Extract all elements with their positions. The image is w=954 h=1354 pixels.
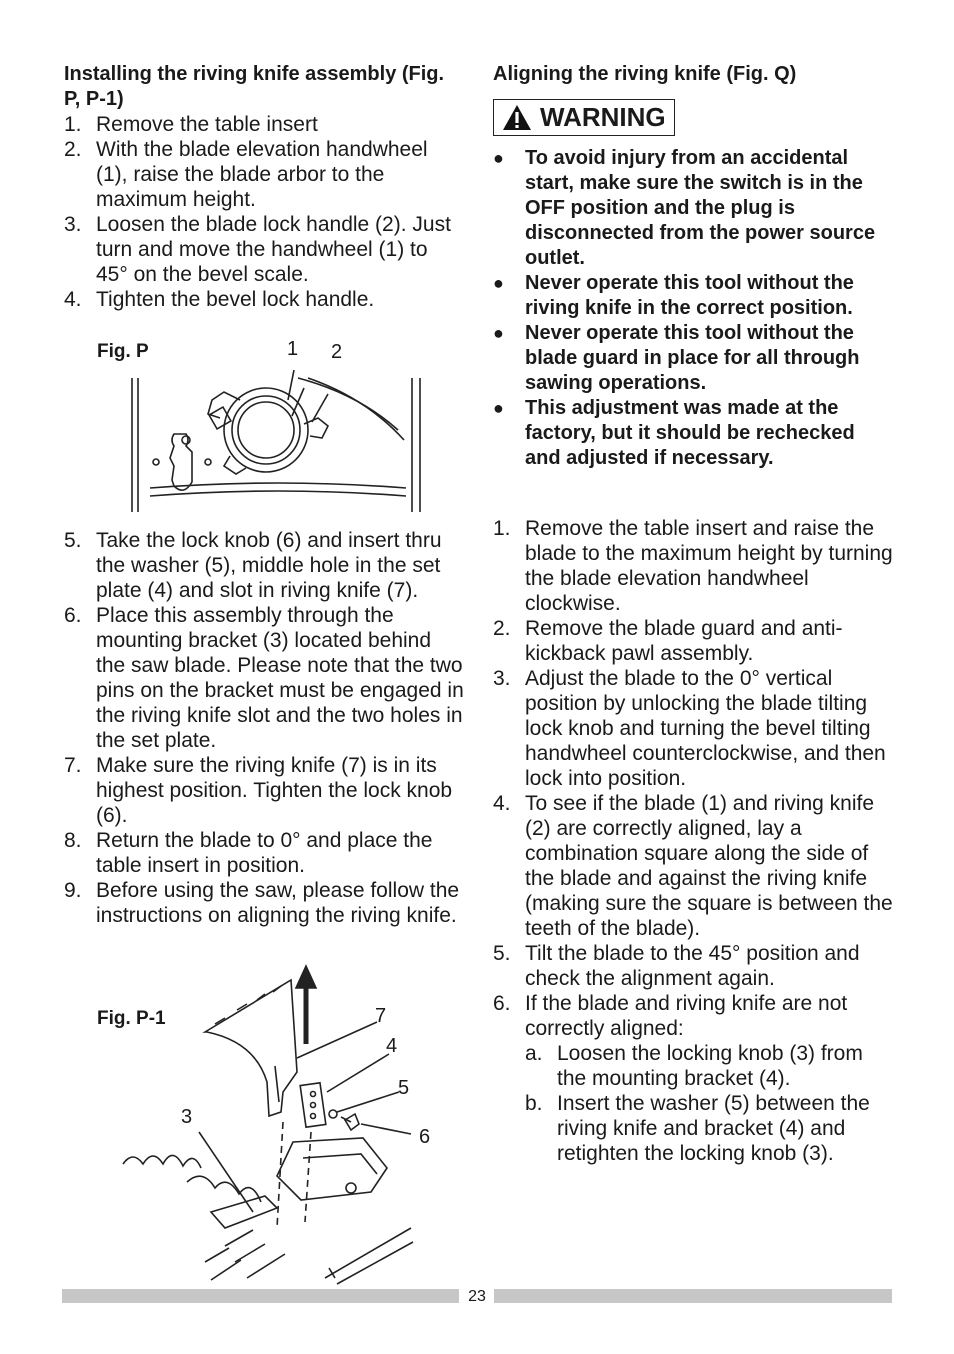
fig-p1-callout-4: 4 — [386, 1035, 398, 1057]
install-steps-list-a — [64, 112, 464, 312]
install-steps-list-b — [64, 528, 464, 928]
list-item: ● Never operate this tool without the riving knife in the correct position. — [493, 272, 854, 319]
fig-p-callout-2: 2 — [331, 341, 343, 363]
list-item: a. Loosen the locking knob (3) from the mounting bracket (4). — [525, 1042, 863, 1090]
left-column — [64, 62, 464, 312]
fig-p1-callout-6: 6 — [419, 1126, 431, 1148]
bullet-dot-icon: ● — [493, 323, 504, 343]
list-item: 1. Remove the table insert — [64, 113, 318, 136]
list-item: 5. Tilt the blade to the 45° position and check the alignment again. — [493, 942, 860, 990]
list-item: 2. Remove the blade guard and anti-kickback pawl assembly. — [493, 617, 843, 665]
list-item: 8. Return the blade to 0° and place the table insert in position. — [64, 829, 433, 877]
fig-p1-callout-3: 3 — [181, 1106, 193, 1128]
section-heading-installing: Installing the riving knife assembly (Fig. P, P-1) — [64, 63, 445, 110]
list-item: 9. Before using the saw, please follow the instructions on aligning the riving knife. — [64, 879, 460, 927]
list-item: 4. To see if the blade (1) and riving knife (2) are correctly aligned, lay a combination square along the side of the blade and against the riving knife (making sure the square is between the teeth of the blade). — [493, 792, 893, 940]
list-item: 7. Make sure the riving knife (7) is in its highest position. Tighten the lock knob (6). — [64, 754, 453, 827]
fig-p1-label: Fig. P-1 — [97, 1008, 166, 1029]
warning-label: WARNING — [540, 102, 666, 132]
list-item: 1. Remove the table insert and raise the blade to the maximum height by turning the blade elevation handwheel clockwise. — [493, 517, 893, 615]
fig-p1-callout-5: 5 — [398, 1077, 410, 1099]
section-heading-aligning: Aligning the riving knife (Fig. Q) — [493, 63, 797, 85]
footer-bar-right — [494, 1289, 892, 1303]
fig-p-callout-1: 1 — [287, 338, 299, 360]
list-item: 4. Tighten the bevel lock handle. — [64, 288, 375, 311]
fig-p-handwheel-illustration — [128, 370, 428, 516]
fig-p1-callout-7: 7 — [375, 1005, 387, 1027]
list-item: 2. With the blade elevation handwheel (1), raise the blade arbor to the maximum height. — [64, 138, 428, 211]
warning-bullets — [493, 146, 893, 471]
right-column-steps — [493, 516, 893, 1166]
page-number: 23 — [468, 1288, 486, 1305]
left-column-continued — [64, 528, 464, 928]
list-item: 6. If the blade and riving knife are not correctly aligned: a. Loosen the locking knob (3) from the mounting bracket (4). b. Insert the washer (5) between the riving knife and bracket (4) and retighten the locking knob (3). — [493, 991, 893, 1166]
list-item: ● Never operate this tool without the blade guard in place for all through sawing operations. — [493, 322, 860, 394]
align-substeps-list — [525, 1041, 893, 1166]
fig-p-label: Fig. P — [97, 341, 149, 362]
warning-triangle-icon — [502, 104, 532, 131]
right-column — [493, 62, 893, 471]
list-item: 5. Take the lock knob (6) and insert thru the washer (5), middle hole in the set plate (4) and slot in riving knife (7). — [64, 529, 442, 602]
align-steps-list — [493, 516, 893, 1166]
bullet-dot-icon: ● — [493, 148, 504, 168]
list-item: 3. Adjust the blade to the 0° vertical position by unlocking the blade tilting lock knob and turning the bevel tilting handwheel counterclockwise, and then lock into position. — [493, 667, 886, 790]
list-item: 6. Place this assembly through the mounting bracket (3) located behind the saw blade. Please note that the two pins on the bracket must be engaged in the riving knife slot and the two holes in the set plate. — [64, 604, 464, 752]
footer-bar-left — [62, 1289, 459, 1303]
list-item: ● To avoid injury from an accidental start, make sure the switch is in the OFF position and the plug is disconnected from the power source outlet. — [493, 147, 876, 269]
warning-label-box — [493, 99, 675, 136]
bullet-dot-icon: ● — [493, 398, 504, 418]
bullet-dot-icon: ● — [493, 273, 504, 293]
list-item: b. Insert the washer (5) between the riving knife and bracket (4) and retighten the locking knob (3). — [525, 1092, 870, 1165]
list-item: 3. Loosen the blade lock handle (2). Just turn and move the handwheel (1) to 45° on the bevel scale. — [64, 213, 451, 286]
fig-p1-riving-knife-illustration — [115, 962, 415, 1288]
list-item: ● This adjustment was made at the factory, but it should be rechecked and adjusted if necessary. — [493, 397, 855, 469]
